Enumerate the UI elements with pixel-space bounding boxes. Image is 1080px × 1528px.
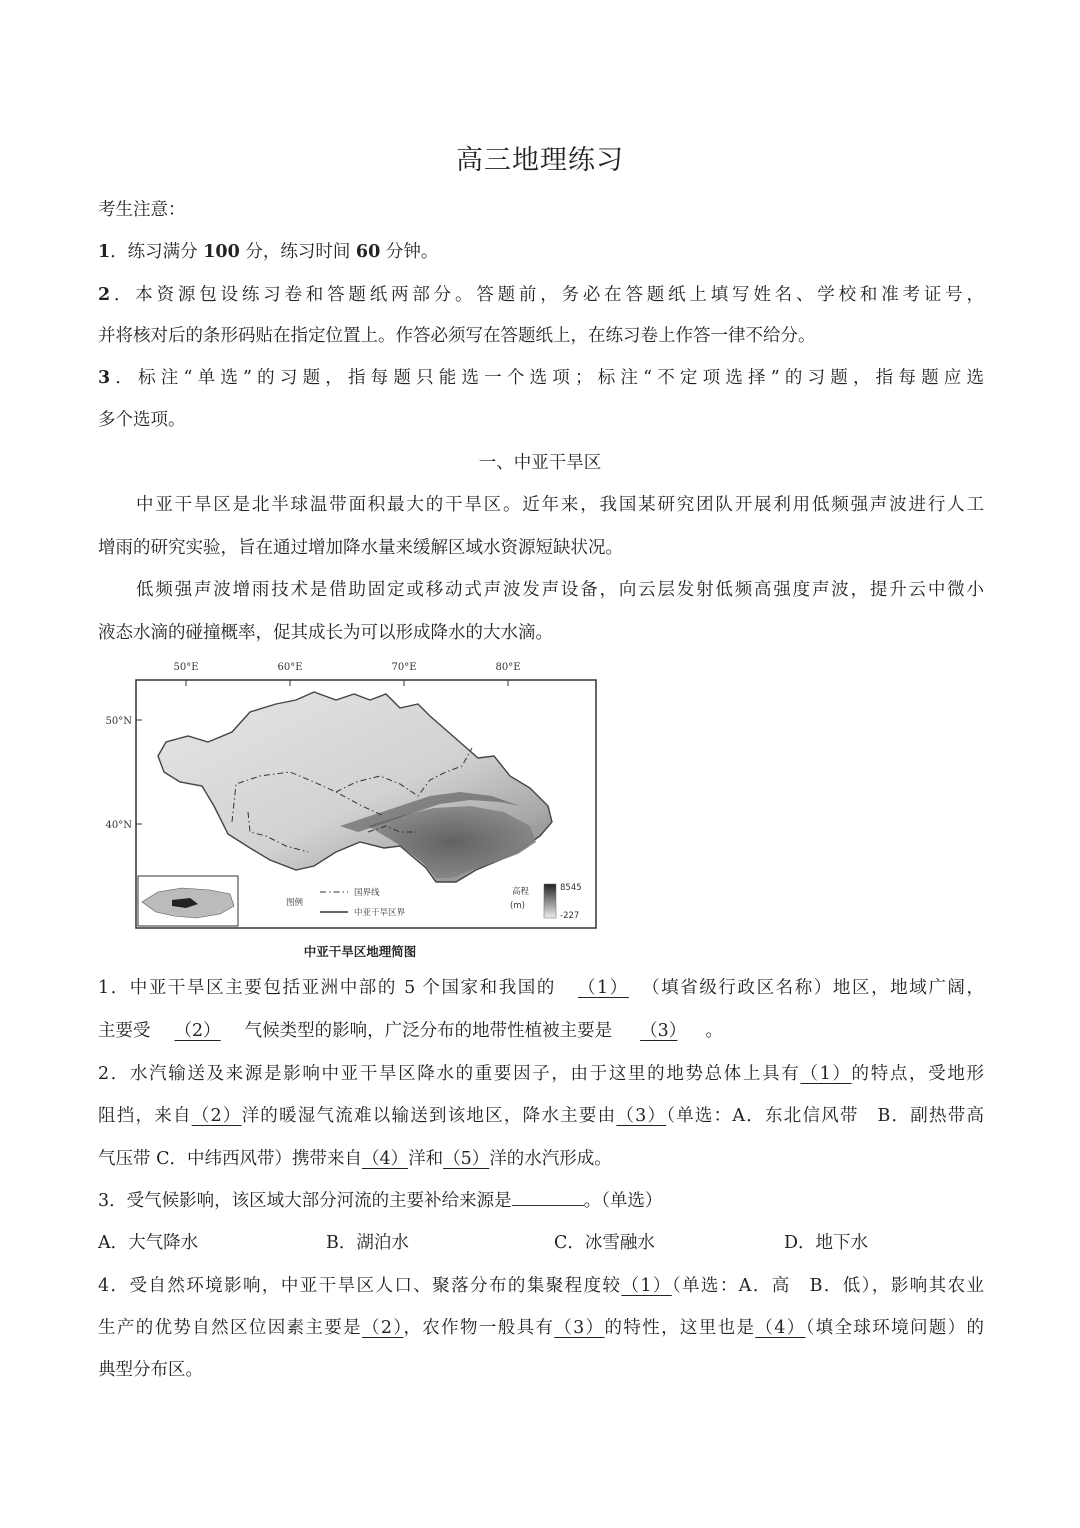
q3-option-d[interactable]: D．地下水 xyxy=(784,1233,869,1253)
question-4-line-3: 典型分布区。 xyxy=(98,1360,203,1380)
q4-blank-1[interactable]: （1） xyxy=(621,1276,672,1296)
q4-blank-2[interactable]: （2） xyxy=(361,1318,404,1338)
notice-item-3-line-1: 3．标注“单选”的习题，指每题只能选一个选项；标注“不定项选择”的习题，指每题应选 xyxy=(98,368,984,388)
map-caption: 中亚干旱区地理简图 xyxy=(303,944,417,959)
lon-label-80e: 80°E xyxy=(495,662,521,673)
question-4-line-2: 生产的优势自然区位因素主要是（2），农作物一般具有（3）的特性，这里也是（4）（填全球环境问题）的 xyxy=(98,1318,985,1338)
q4-blank-3[interactable]: （3） xyxy=(554,1318,605,1338)
q1-blank-3[interactable]: （3） xyxy=(640,1021,678,1041)
lon-label-70e: 70°E xyxy=(391,662,417,673)
notice-heading: 考生注意： xyxy=(98,200,186,220)
q2-blank-2[interactable]: （2） xyxy=(191,1106,242,1126)
q4-blank-4[interactable]: （4） xyxy=(755,1318,806,1338)
elevation-max: 8545 xyxy=(560,883,582,893)
lon-label-50e: 50°E xyxy=(173,662,199,673)
q2-blank-1[interactable]: （1） xyxy=(800,1064,852,1084)
notice-item-3-line-2: 多个选项。 xyxy=(98,410,186,430)
q2-blank-3[interactable]: （3） xyxy=(616,1106,667,1126)
question-4-line-1: 4．受自然环境影响，中亚干旱区人口、聚落分布的集聚程度较（1）（单选：A．高 B．低），影响其农业 xyxy=(98,1276,985,1296)
legend-border-label: 国界线 xyxy=(354,888,380,898)
central-asia-map xyxy=(100,656,620,938)
central-asia-map-figure xyxy=(100,656,620,959)
elevation-label: 高程 xyxy=(512,887,530,897)
intro-paragraph-1-line-2: 增雨的研究实验，旨在通过增加降水量来缓解区域水资源短缺状况。 xyxy=(98,538,623,558)
intro-paragraph-2-line-1: 低频强声波增雨技术是借助固定或移动式声波发声设备，向云层发射低频高强度声波，提升云中微小 xyxy=(136,580,984,600)
question-1-line-2: 主要受 （2） 气候类型的影响，广泛分布的地带性植被主要是 （3） 。 xyxy=(98,1021,724,1041)
notice-item-2-line-2: 并将核对后的条形码贴在指定位置上。作答必须写在答题纸上，在练习卷上作答一律不给分。 xyxy=(98,326,816,346)
page-title: 高三地理练习 xyxy=(456,145,624,176)
question-2-line-1: 2．水汽输送及来源是影响中亚干旱区降水的重要因子，由于这里的地势总体上具有（1）的特点，受地形 xyxy=(98,1064,984,1084)
lon-label-60e: 60°E xyxy=(277,662,303,673)
legend-region-label: 中亚干旱区界 xyxy=(354,908,406,918)
q3-blank[interactable] xyxy=(512,1187,584,1206)
elevation-color-bar xyxy=(544,884,556,918)
legend-title: 图例 xyxy=(286,898,304,908)
q1-blank-1[interactable]: （1） xyxy=(577,978,629,998)
question-2-line-2: 阻挡，来自（2）洋的暖湿气流难以输送到该地区，降水主要由（3）（单选：A．东北信风带 B．副热带高 xyxy=(98,1106,985,1126)
section-heading: 一、中亚干旱区 xyxy=(478,453,602,473)
q3-option-b[interactable]: B．湖泊水 xyxy=(326,1233,409,1253)
question-3-stem: 3．受气候影响，该区域大部分河流的主要补给来源是 。（单选） xyxy=(98,1187,984,1215)
question-3-options xyxy=(98,1229,984,1257)
question-1-line-1: 1．中亚干旱区主要包括亚洲中部的 5 个国家和我国的 （1） （填省级行政区名称）地区，地域广阔， xyxy=(98,978,984,998)
lat-label-40n: 40°N xyxy=(105,820,132,831)
lat-label-50n: 50°N xyxy=(105,716,132,727)
notice-item-2-line-1: 2．本资源包设练习卷和答题纸两部分。答题前，务必在答题纸上填写姓名、学校和准考证号， xyxy=(98,285,984,305)
q2-blank-5[interactable]: （5） xyxy=(443,1149,490,1169)
q1-blank-2[interactable]: （2） xyxy=(174,1021,221,1041)
q3-option-a[interactable]: A．大气降水 xyxy=(98,1233,199,1253)
notice-item-1: 1．练习满分 100 分，练习时间 60 分钟。 xyxy=(98,242,439,262)
elevation-min: -227 xyxy=(560,911,580,921)
q3-option-c[interactable]: C．冰雪融水 xyxy=(554,1233,655,1253)
q2-blank-4[interactable]: （4） xyxy=(361,1149,409,1169)
question-2-line-3: 气压带 C．中纬西风带）携带来自（4）洋和（5）洋的水汽形成。 xyxy=(98,1149,612,1169)
intro-paragraph-2-line-2: 液态水滴的碰撞概率，促其成长为可以形成降水的大水滴。 xyxy=(98,623,553,643)
intro-paragraph-1-line-1: 中亚干旱区是北半球温带面积最大的干旱区。近年来，我国某研究团队开展利用低频强声波进行人工 xyxy=(136,495,984,515)
elevation-unit: (m) xyxy=(510,901,525,911)
